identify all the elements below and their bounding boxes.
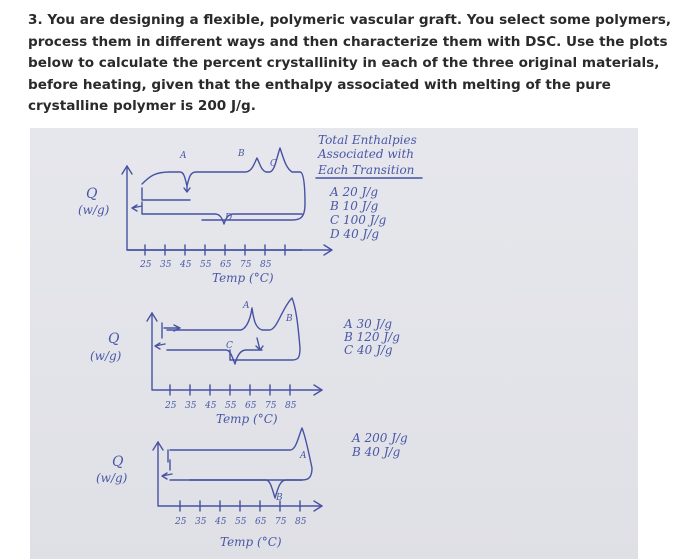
plot-1-peak-label-c: C bbox=[270, 159, 277, 169]
plot-3-enthalpies bbox=[351, 431, 408, 459]
plot-3-ylabel-q: Q bbox=[112, 454, 124, 470]
plot-2-tick-labels bbox=[164, 401, 297, 411]
dsc-plot-2 bbox=[90, 298, 322, 426]
plot-2-tick-label: 45 bbox=[205, 401, 217, 411]
plot-1-tick-label: 55 bbox=[200, 260, 212, 270]
plot-1-enthalpy-entry: D 40 J/g bbox=[330, 227, 380, 241]
legend-title-1: Total Enthalpies bbox=[318, 133, 417, 147]
plot-1-enthalpy-entry: C 100 J/g bbox=[330, 213, 387, 227]
plot-1-enthalpies bbox=[329, 185, 387, 241]
plot-3-enthalpy-entry: A 200 J/g bbox=[352, 431, 408, 445]
plot-3-tick-label: 65 bbox=[255, 517, 267, 527]
plot-1-tick-label: 25 bbox=[140, 260, 152, 270]
plot-1-enthalpy-entry: B 10 J/g bbox=[330, 199, 379, 213]
plot-3-enthalpy-entry: B 40 J/g bbox=[352, 445, 401, 459]
plot-1-ylabel-q: Q bbox=[86, 186, 98, 202]
plot-2-ylabel-q: Q bbox=[108, 331, 120, 347]
plot-1-tick-labels bbox=[139, 260, 272, 270]
legend-title-2: Associated with bbox=[318, 147, 414, 161]
plot-2-peak-label-a: A bbox=[243, 301, 250, 311]
plot-1-tick-label: 45 bbox=[180, 260, 192, 270]
plot-2-tick-label: 55 bbox=[225, 401, 237, 411]
plot-1-xlabel: Temp (°C) bbox=[212, 271, 274, 285]
plot-3-tick-label: 55 bbox=[235, 517, 247, 527]
plot-2-tick-label: 75 bbox=[265, 401, 277, 411]
plot-1-peak-label-a: A bbox=[180, 151, 187, 161]
plot-3-tick-label: 35 bbox=[195, 517, 207, 527]
plot-3-tick-labels bbox=[174, 517, 307, 527]
plot-1-tick-label: 65 bbox=[220, 260, 232, 270]
plot-1-ylabel-unit: (w/g) bbox=[78, 203, 110, 217]
plot-2-tick-label: 85 bbox=[285, 401, 297, 411]
plot-2-tick-label: 35 bbox=[185, 401, 197, 411]
plot-2-tick-label: 65 bbox=[245, 401, 257, 411]
plot-3-tick-label: 85 bbox=[295, 517, 307, 527]
handwritten-dsc-photo bbox=[30, 128, 638, 559]
plot-3-peak-label-a: A bbox=[300, 451, 307, 461]
dsc-plot-3 bbox=[96, 428, 322, 549]
plot-3-xlabel: Temp (°C) bbox=[220, 535, 282, 549]
plot-2-enthalpies bbox=[343, 317, 400, 357]
plot-3-tick-label: 75 bbox=[275, 517, 287, 527]
plot-1-tick-label: 85 bbox=[260, 260, 272, 270]
legend-title-3: Each Transition bbox=[318, 163, 415, 177]
plot-1-tick-label: 35 bbox=[160, 260, 172, 270]
plot-3-peak-label-b: B bbox=[276, 493, 283, 503]
plot-3-ylabel-unit: (w/g) bbox=[96, 471, 128, 485]
plot-2-enthalpy-entry: A 30 J/g bbox=[344, 317, 393, 331]
plot-3-tick-label: 25 bbox=[175, 517, 187, 527]
plot-2-tick-label: 25 bbox=[165, 401, 177, 411]
plot-1-enthalpy-entry: A 20 J/g bbox=[330, 185, 379, 199]
plot-1-peak-label-b: B bbox=[238, 149, 245, 159]
plot-3-tick-label: 45 bbox=[215, 517, 227, 527]
plot-1-tick-label: 75 bbox=[240, 260, 252, 270]
plot-2-enthalpy-entry: C 40 J/g bbox=[344, 343, 393, 357]
dsc-plot-1 bbox=[78, 148, 332, 285]
plot-1-peak-label-d: D bbox=[225, 213, 233, 223]
question-text: 3. You are designing a flexible, polymeric vascular graft. You select some polymers, process them in different ways and then characterize them with DSC. Use the plots below to calculate the percent crystallinity in each of the three original materials, before heating, given that the enthalpy associated with melting of the pure crystalline polymer is 200 J/g. bbox=[28, 12, 672, 114]
plot-2-xlabel: Temp (°C) bbox=[216, 412, 278, 426]
plot-2-enthalpy-entry: B 120 J/g bbox=[344, 330, 400, 344]
plot-2-ylabel-unit: (w/g) bbox=[90, 349, 122, 363]
plot-2-peak-label-b: B bbox=[286, 314, 293, 324]
plot-2-peak-label-c: C bbox=[226, 341, 233, 351]
